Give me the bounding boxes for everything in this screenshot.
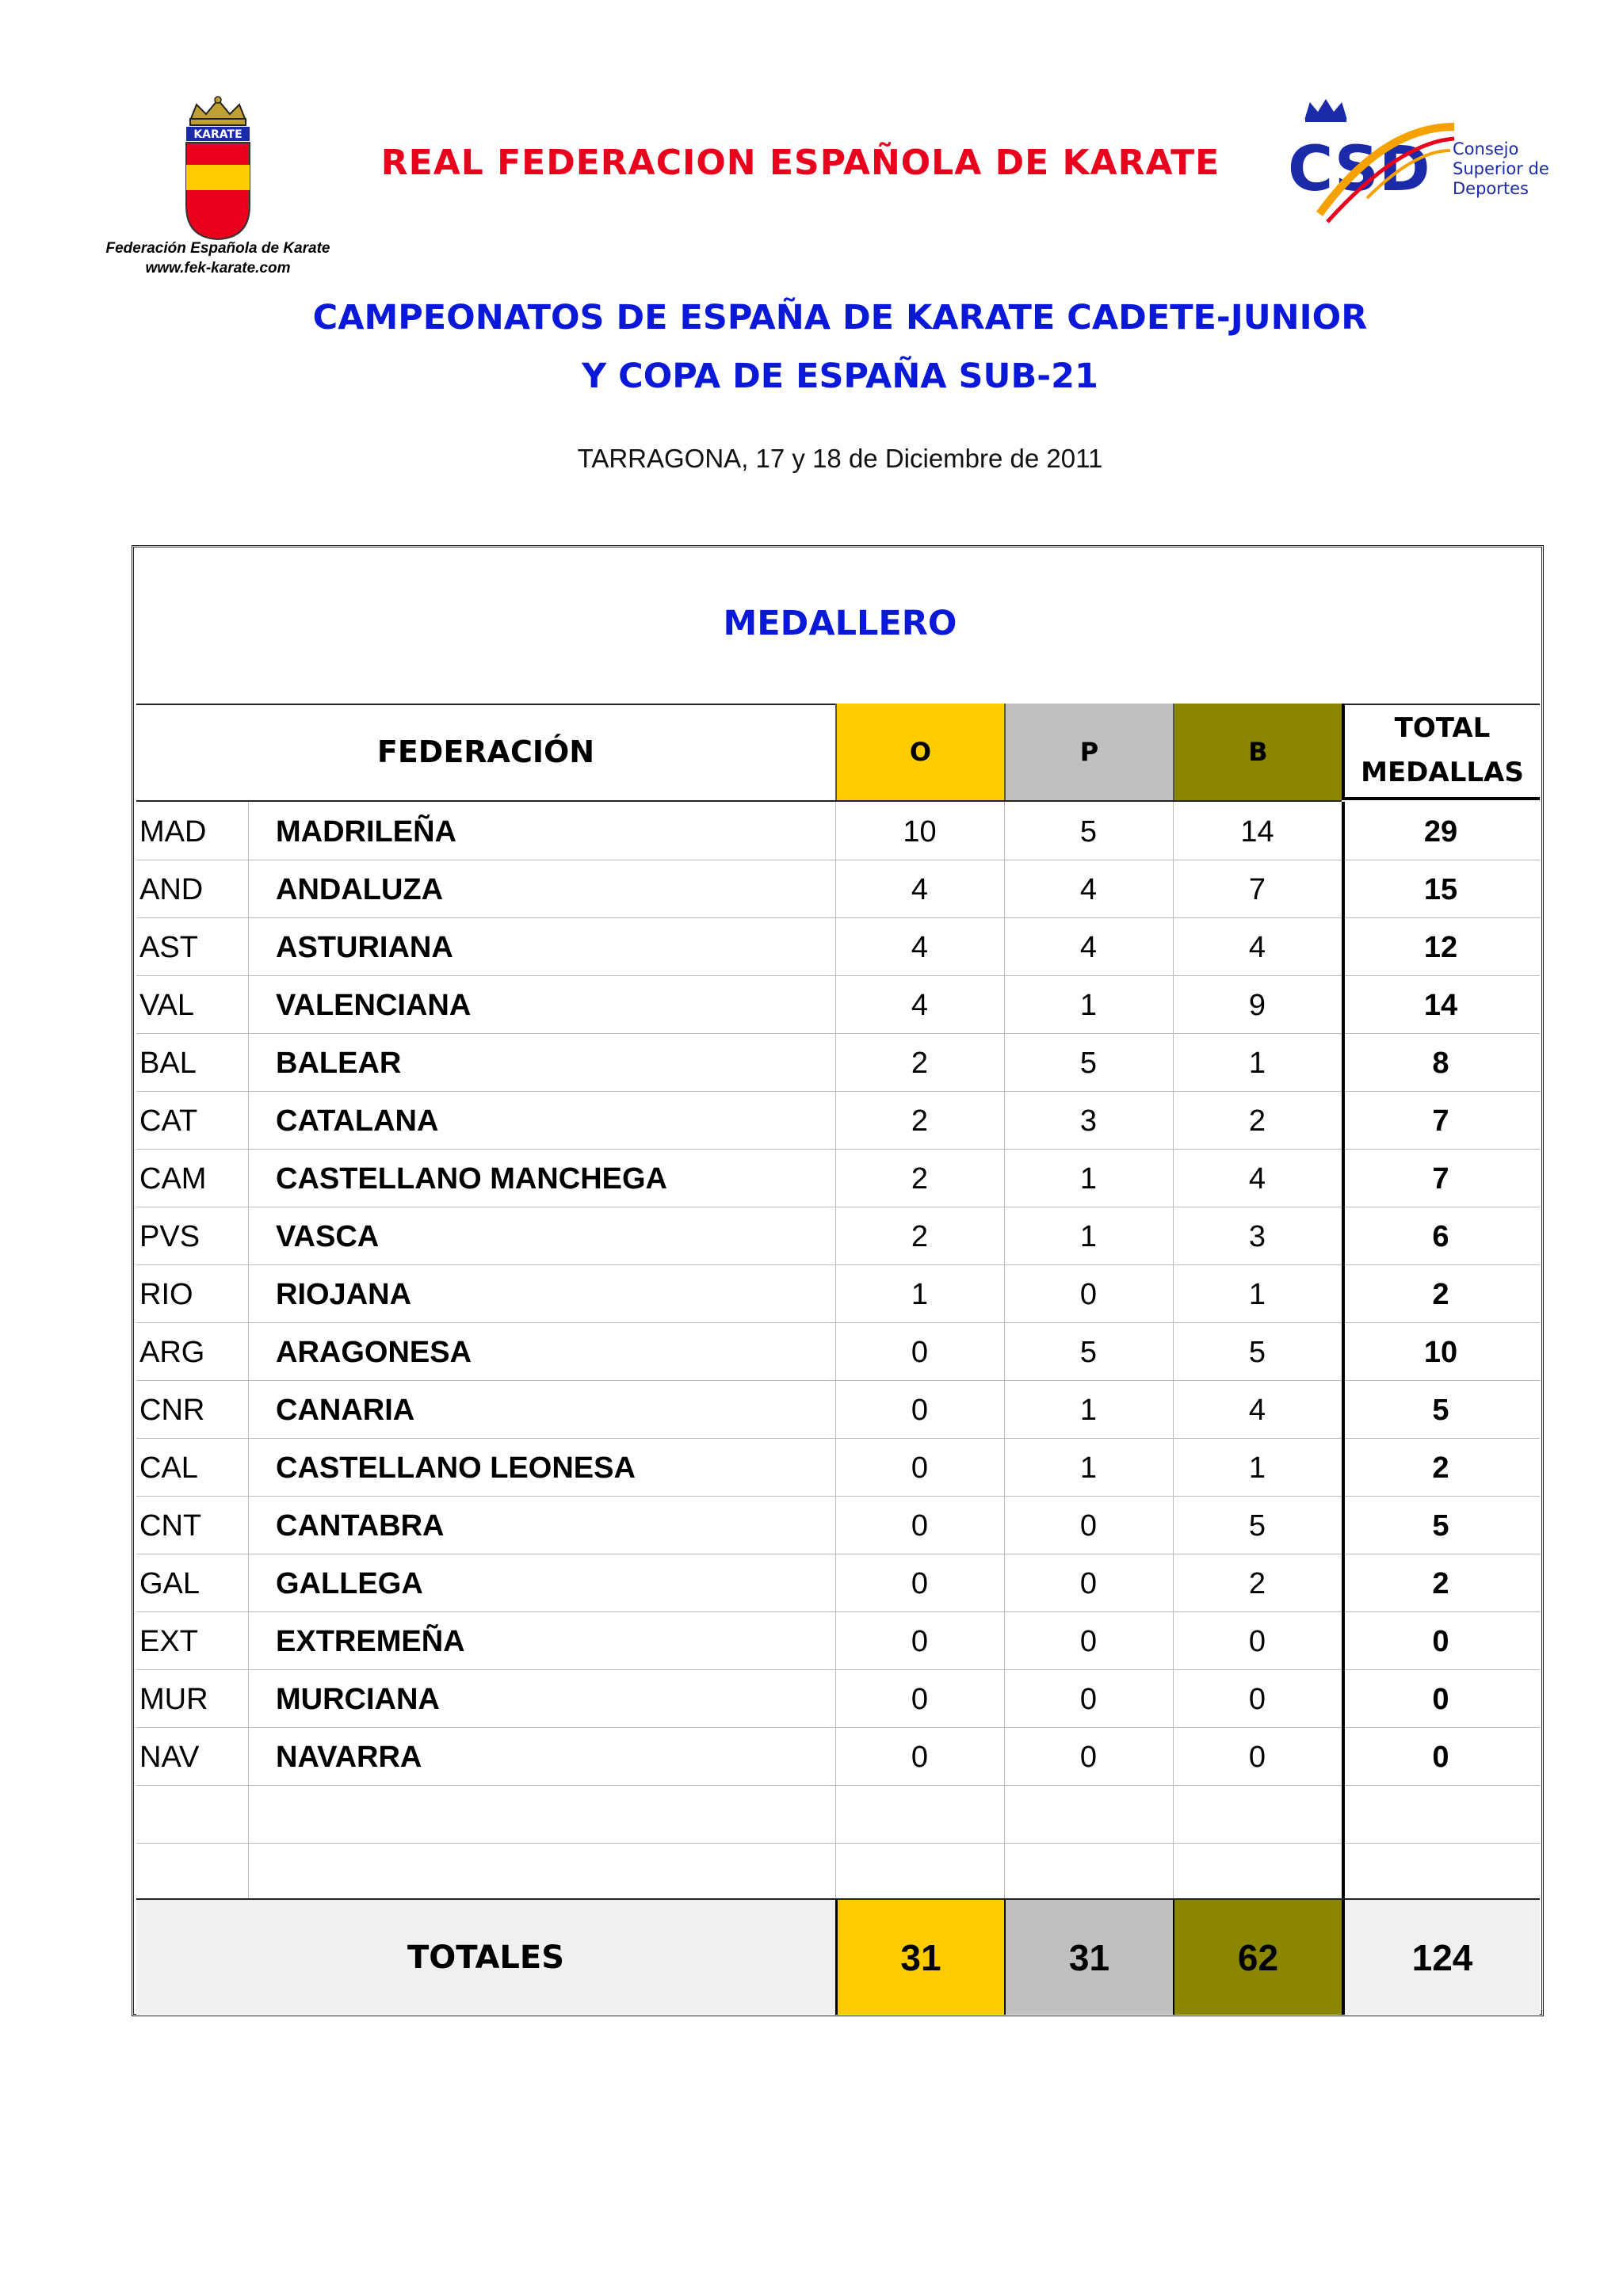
bronze-count: 5 [1248,1509,1266,1543]
bronze-count: 4 [1248,1394,1266,1427]
table-title: MEDALLERO [723,604,957,643]
table-row [136,1149,1540,1207]
federation-name: CANARIA [276,1394,415,1427]
total-count: 5 [1432,1509,1449,1543]
table-row [136,1669,1540,1727]
table-row [136,975,1540,1033]
event-title-line2: Y COPA DE ESPAÑA SUB-21 [582,357,1098,396]
column-divider [1342,802,1345,1901]
table-row [136,917,1540,975]
total-count: 29 [1423,815,1458,849]
csd-logo [1272,95,1565,238]
total-count: 12 [1423,931,1458,964]
federation-name: VALENCIANA [276,989,472,1022]
federation-code: BAL [139,1047,197,1080]
table-row [136,1207,1540,1264]
federation-code: CAM [139,1162,207,1196]
total-count: 8 [1432,1047,1449,1080]
total-count: 5 [1432,1394,1449,1427]
federation-code: CNT [139,1509,202,1543]
bronze-count: 0 [1248,1625,1266,1658]
total-count: 2 [1432,1451,1449,1485]
gold-count: 0 [911,1625,929,1658]
total-count: 7 [1432,1104,1449,1138]
bronze-count: 1 [1248,1047,1266,1080]
event-date: TARRAGONA, 17 y 18 de Diciembre de 2011 [577,444,1103,473]
silver-count: 0 [1079,1509,1098,1543]
bronze-count: 1 [1248,1451,1266,1485]
gold-count: 0 [911,1567,929,1600]
bronze-count: 2 [1248,1104,1266,1138]
federation-code: PVS [139,1220,200,1253]
header-total-medallas [1342,704,1540,800]
silver-count: 4 [1079,873,1098,906]
federation-code: NAV [139,1741,200,1774]
totals-total: 124 [1342,1900,1540,2015]
federation-name: CANTABRA [276,1509,445,1543]
total-count: 2 [1432,1567,1449,1600]
total-count: 14 [1423,989,1458,1022]
federation-code: AST [139,931,198,964]
federation-code: AND [139,873,204,906]
federation-code: CAL [139,1451,198,1485]
federation-code: VAL [139,989,195,1022]
gold-count: 4 [911,873,929,906]
totals-label: TOTALES [136,1900,835,2015]
gold-count: 0 [911,1509,929,1543]
gold-count: 0 [911,1683,929,1716]
svg-text:Consejo: Consejo [1453,139,1519,158]
svg-text:KARATE: KARATE [193,128,242,141]
gold-count: 0 [911,1451,929,1485]
bronze-count: 14 [1240,815,1274,849]
fek-karate-logo [158,95,277,242]
silver-count: 1 [1079,989,1098,1022]
total-count: 10 [1423,1336,1458,1369]
table-row [136,802,1540,860]
total-count: 0 [1432,1683,1449,1716]
column-divider [1173,802,1174,1901]
table-row [136,1611,1540,1669]
header-silver: P [1004,704,1173,800]
silver-count: 1 [1079,1394,1098,1427]
table-row [136,1033,1540,1091]
totals-bronze: 62 [1173,1900,1342,2015]
organization-title: REAL FEDERACION ESPAÑOLA DE KARATE [380,143,1220,183]
federation-name: MADRILEÑA [276,815,456,849]
gold-count: 2 [911,1047,929,1080]
federation-code: MUR [139,1683,208,1716]
table-row [136,1727,1540,1785]
shield-icon [186,143,250,239]
silver-count: 1 [1079,1220,1098,1253]
bronze-count: 1 [1248,1278,1266,1311]
table-row [136,1322,1540,1380]
bronze-count: 0 [1248,1683,1266,1716]
silver-count: 1 [1079,1451,1098,1485]
federation-name: CASTELLANO MANCHEGA [276,1162,667,1196]
column-divider [1004,802,1005,1901]
total-count: 7 [1432,1162,1449,1196]
silver-count: 0 [1079,1567,1098,1600]
totals-silver: 31 [1004,1900,1173,2015]
table-row [136,1091,1540,1149]
total-count: 15 [1423,873,1458,906]
federation-name: VASCA [276,1220,380,1253]
federation-name: RIOJANA [276,1278,412,1311]
federation-code: ARG [139,1336,205,1369]
federation-code: EXT [139,1625,198,1658]
total-count: 6 [1432,1220,1449,1253]
federation-name: BALEAR [276,1047,402,1080]
silver-count: 3 [1079,1104,1098,1138]
silver-count: 0 [1079,1741,1098,1774]
table-row [136,1438,1540,1496]
crown-icon [190,97,246,125]
bronze-count: 9 [1248,989,1266,1022]
header-total-line2: MEDALLAS [1361,757,1524,788]
table-row [136,1843,1540,1901]
table-row [136,860,1540,917]
federation-name: ANDALUZA [276,873,444,906]
silver-count: 0 [1079,1278,1098,1311]
gold-count: 2 [911,1162,929,1196]
silver-count: 5 [1079,1047,1098,1080]
svg-text:Deportes: Deportes [1453,179,1529,198]
federation-name: GALLEGA [276,1567,423,1600]
total-count: 0 [1432,1741,1449,1774]
table-row [136,1554,1540,1611]
header-gold: O [835,704,1004,800]
bronze-count: 7 [1248,873,1266,906]
gold-count: 4 [911,989,929,1022]
bronze-count: 5 [1248,1336,1266,1369]
gold-count: 0 [911,1741,929,1774]
header-federacion: FEDERACIÓN [376,734,595,769]
crown-icon [1305,100,1346,122]
gold-count: 2 [911,1220,929,1253]
table-row [136,1785,1540,1843]
federation-code: GAL [139,1567,200,1600]
bronze-count: 4 [1248,931,1266,964]
column-divider [835,802,836,1901]
bronze-count: 3 [1248,1220,1266,1253]
federation-code: MAD [139,815,207,849]
totals-gold: 31 [835,1900,1004,2015]
silver-count: 0 [1079,1683,1098,1716]
total-count: 0 [1432,1625,1449,1658]
silver-count: 1 [1079,1162,1098,1196]
federation-name: ASTURIANA [276,931,453,964]
total-count: 2 [1432,1278,1449,1311]
bronze-count: 4 [1248,1162,1266,1196]
event-title-line1: CAMPEONATOS DE ESPAÑA DE KARATE CADETE-JUNIOR [312,298,1368,338]
svg-text:Superior de: Superior de [1453,159,1549,178]
federation-name: CASTELLANO LEONESA [276,1451,636,1485]
fek-caption-name: Federación Española de Karate [105,240,330,257]
table-row [136,1264,1540,1322]
gold-count: 1 [911,1278,929,1311]
silver-count: 4 [1079,931,1098,964]
table-row [136,1380,1540,1438]
federation-name: CATALANA [276,1104,439,1138]
federation-name: MURCIANA [276,1683,440,1716]
table-row [136,1496,1540,1554]
federation-name: NAVARRA [276,1741,422,1774]
bronze-count: 0 [1248,1741,1266,1774]
header-bronze: B [1173,704,1342,800]
gold-count: 10 [903,815,937,849]
fek-caption-url: www.fek-karate.com [145,260,291,277]
svg-text:CSD: CSD [1288,134,1430,205]
federation-code: CNR [139,1394,205,1427]
silver-count: 0 [1079,1625,1098,1658]
federation-code: CAT [139,1104,198,1138]
silver-count: 5 [1079,1336,1098,1369]
column-divider [248,802,249,1901]
silver-count: 5 [1079,815,1098,849]
gold-count: 0 [911,1336,929,1369]
bronze-count: 2 [1248,1567,1266,1600]
federation-name: ARAGONESA [276,1336,472,1369]
header-total-line1: TOTAL [1394,712,1491,744]
gold-count: 2 [911,1104,929,1138]
federation-code: RIO [139,1278,193,1311]
gold-count: 0 [911,1394,929,1427]
federation-name: EXTREMEÑA [276,1625,465,1658]
gold-count: 4 [911,931,929,964]
